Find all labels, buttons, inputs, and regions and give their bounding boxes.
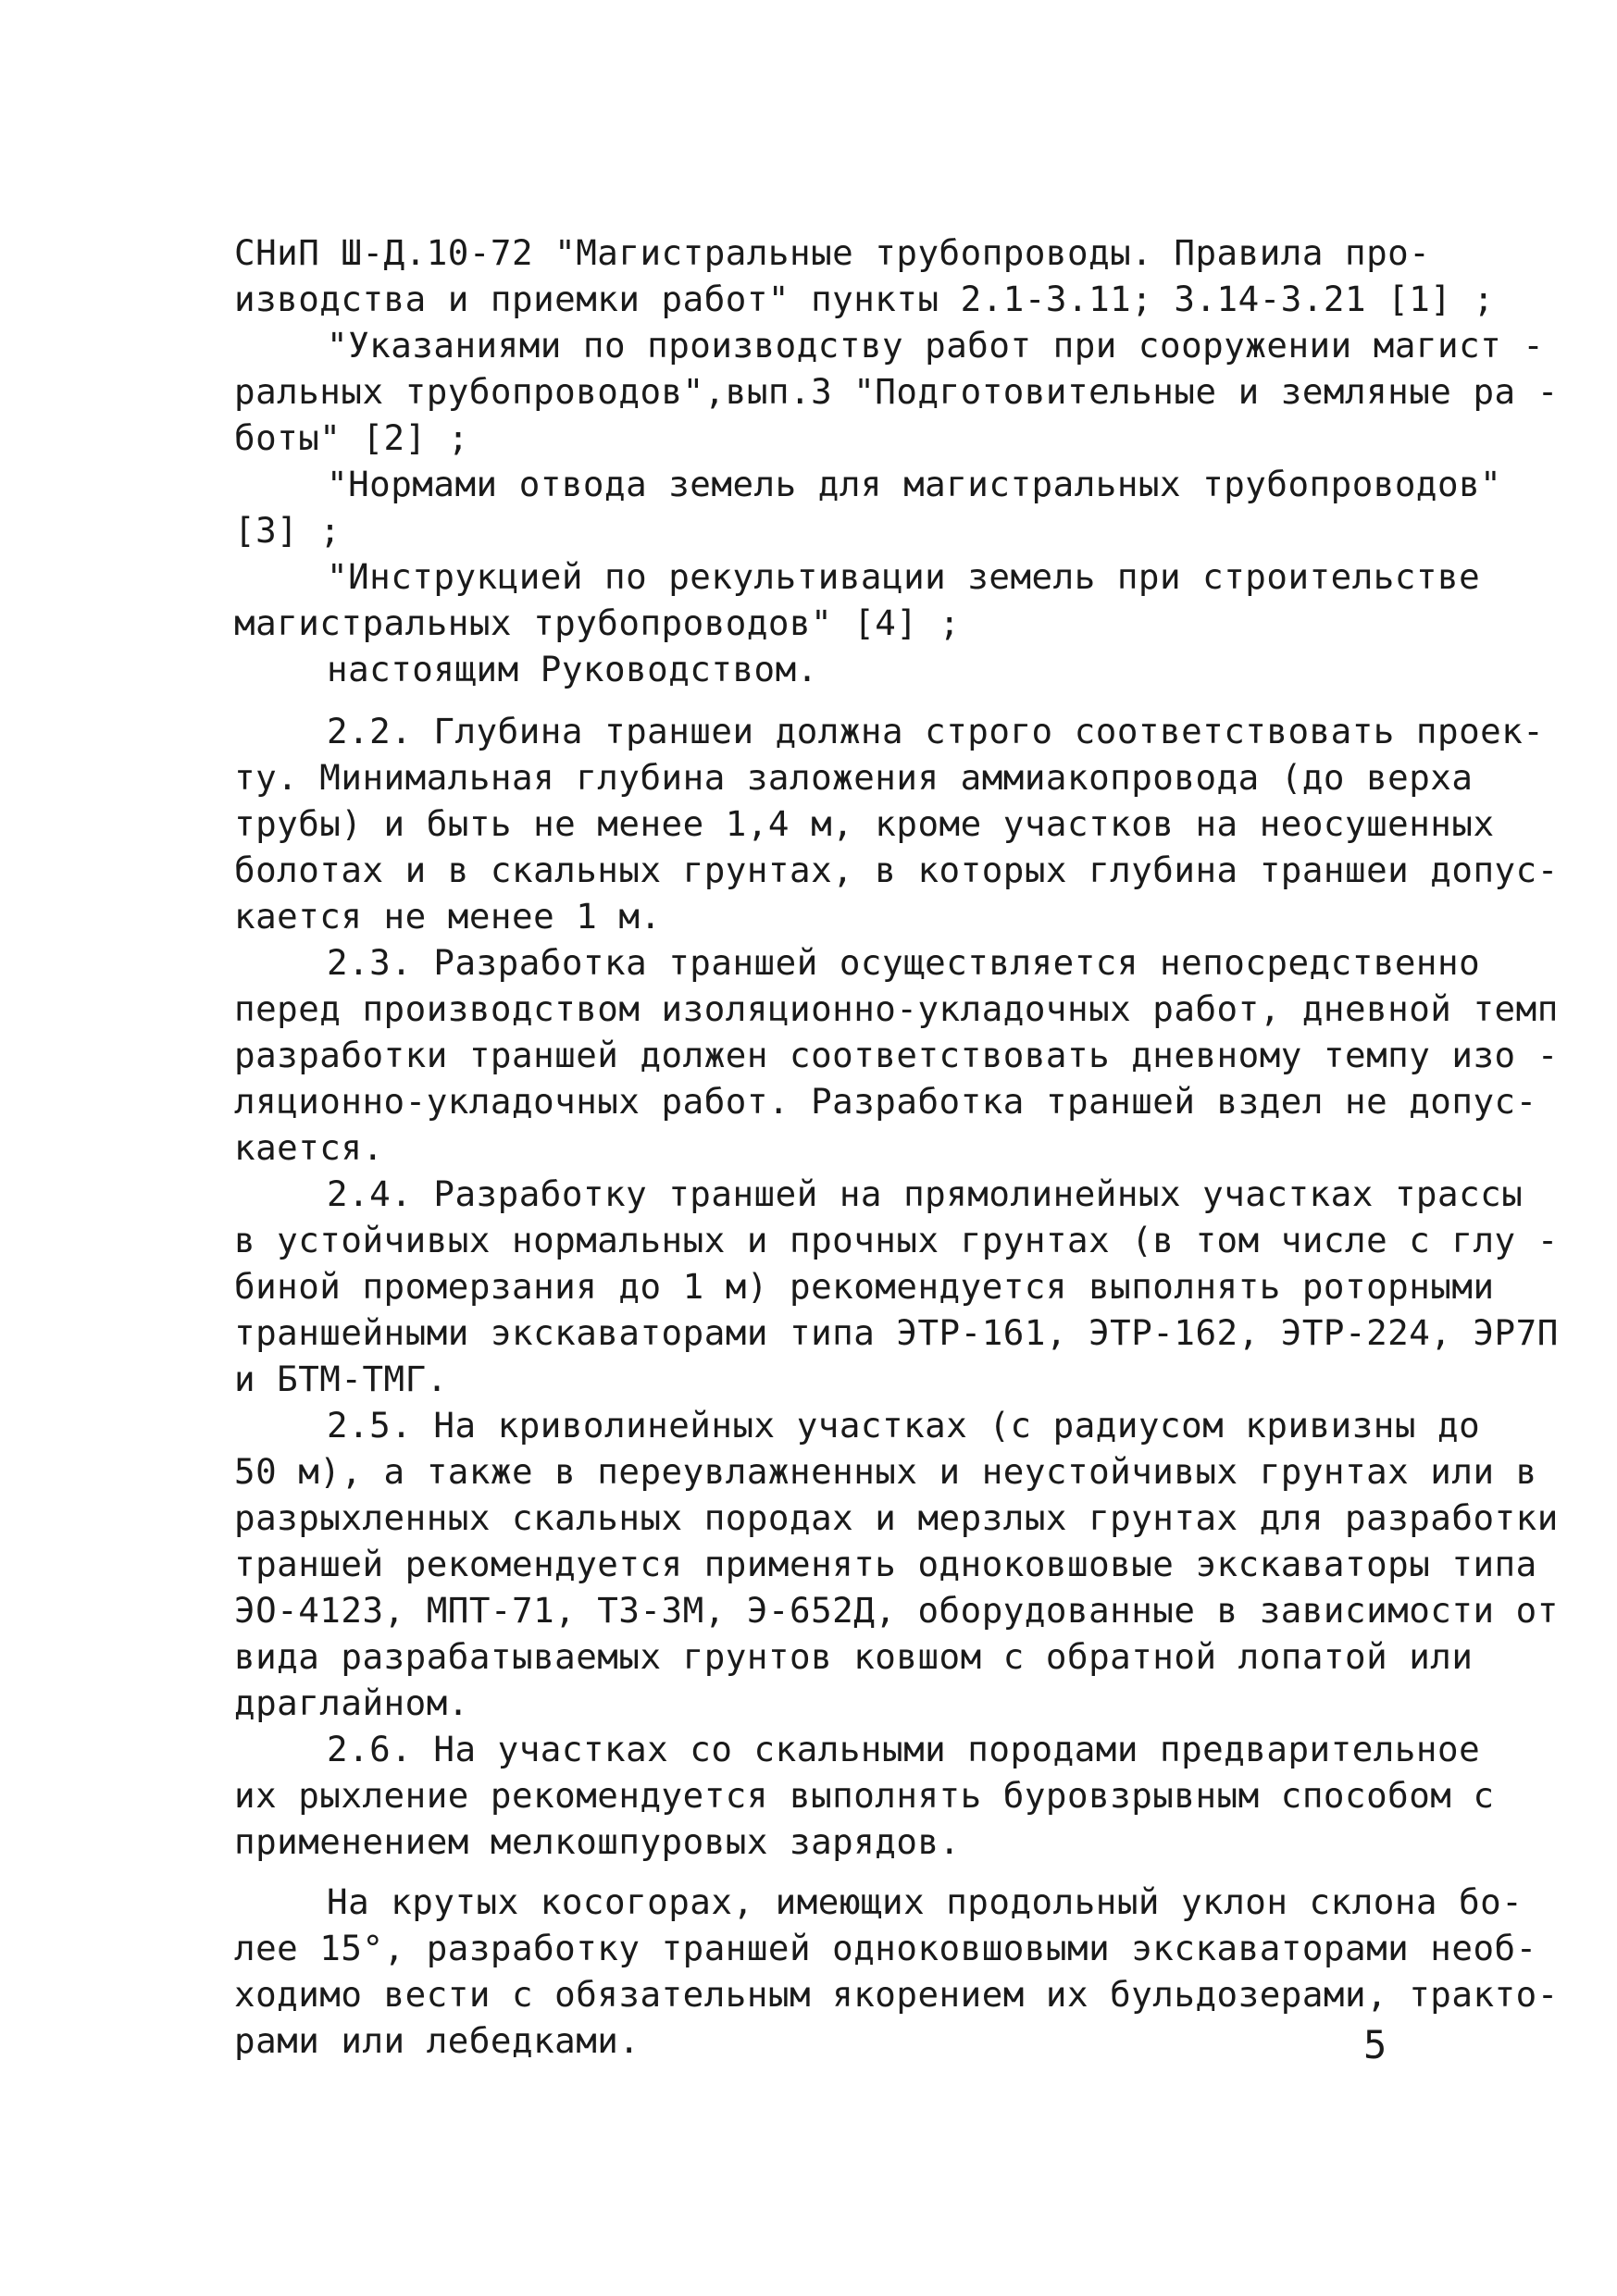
text-line: болотах и в скальных грунтах, в которых глубина траншеи допус- [234,850,1559,890]
text-line: боты" [2] ; [234,417,469,458]
text-line: и БТМ-ТМГ. [234,1359,448,1399]
text-line: "Нормами отвода земель для магистральных трубопроводов" [327,464,1502,504]
paragraph-2-6: 2.6. На участках со скальными породами предварительное [327,1729,1481,1769]
text-line: лее 15°, разработку траншей одноковшовыми экскаваторами необ- [234,1928,1537,1968]
text-line: настоящим Руководством. [327,649,818,689]
text-line: биной промерзания до 1 м) рекомендуется выполнять роторными [234,1266,1495,1307]
text-line: траншейными экскаваторами типа ЭТР-161, ЭТР-162, ЭТР-224, ЭР7П [234,1312,1559,1353]
text-line: кается. [234,1127,384,1168]
text-line: ходимо вести с обязательным якорением их бульдозерами, тракто- [234,1974,1559,2015]
text-line: применением мелкошпуровых зарядов. [234,1821,961,1862]
text-line: перед производством изоляционно-укладочных работ, дневной темп [234,988,1559,1029]
text-line: [3] ; [234,510,342,551]
text-line: трубы) и быть не менее 1,4 м, кроме участков на неосушенных [234,803,1495,844]
text-line: их рыхление рекомендуется выполнять буровзрывным способом с [234,1775,1495,1816]
text-line: 50 м), а также в переувлажненных и неустойчивых грунтах или в [234,1451,1537,1492]
text-line: "Инструкцией по рекультивации земель при строительстве [327,556,1481,597]
text-line: рами или лебедками. [234,2020,641,2061]
text-line: изводства и приемки работ" пункты 2.1-3.11; 3.14-3.21 [1] ; [234,279,1495,319]
text-line: ральных трубопроводов",вып.3 "Подготовительные и земляные ра - [234,371,1559,412]
text-line: вида разрабатываемых грунтов ковшом с обратной лопатой или [234,1636,1474,1677]
text-line: магистральных трубопроводов" [4] ; [234,602,961,643]
text-line: кается не менее 1 м. [234,896,662,937]
text-line: разрыхленных скальных породах и мерзлых грунтах для разработки [234,1497,1559,1538]
paragraph-2-2: 2.2. Глубина траншеи должна строго соответствовать проек- [327,711,1545,751]
paragraph-2-5: 2.5. На криволинейных участках (с радиусом кривизны до [327,1405,1481,1446]
text-line: СНиП Ш-Д.10-72 "Магистральные трубопроводы. Правила про- [234,232,1431,273]
text-line: ляционно-укладочных работ. Разработка траншей вздел не допус- [234,1081,1537,1122]
paragraph-2-3: 2.3. Разработка траншей осуществляется непосредственно [327,942,1481,983]
paragraph-slopes: На крутых косогорах, имеющих продольный уклон склона бо- [327,1881,1524,1922]
text-line: траншей рекомендуется применять одноковшовые экскаваторы типа [234,1544,1537,1584]
text-line: ЭО-4123, МПТ-71, ТЗ-ЗМ, Э-652Д, оборудованные в зависимости от [234,1590,1559,1631]
text-line: "Указаниями по производству работ при сооружении магист - [327,325,1545,366]
text-line: драглайном. [234,1682,469,1723]
text-line: ту. Минимальная глубина заложения аммиакопровода (до верха [234,757,1474,798]
text-line: в устойчивых нормальных и прочных грунтах (в том числе с глу - [234,1220,1559,1260]
paragraph-2-4: 2.4. Разработку траншей на прямолинейных участках трассы [327,1173,1524,1214]
text-line: разработки траншей должен соответствовать дневному темпу изо - [234,1035,1559,1075]
page-number: 5 [1363,2022,1387,2067]
